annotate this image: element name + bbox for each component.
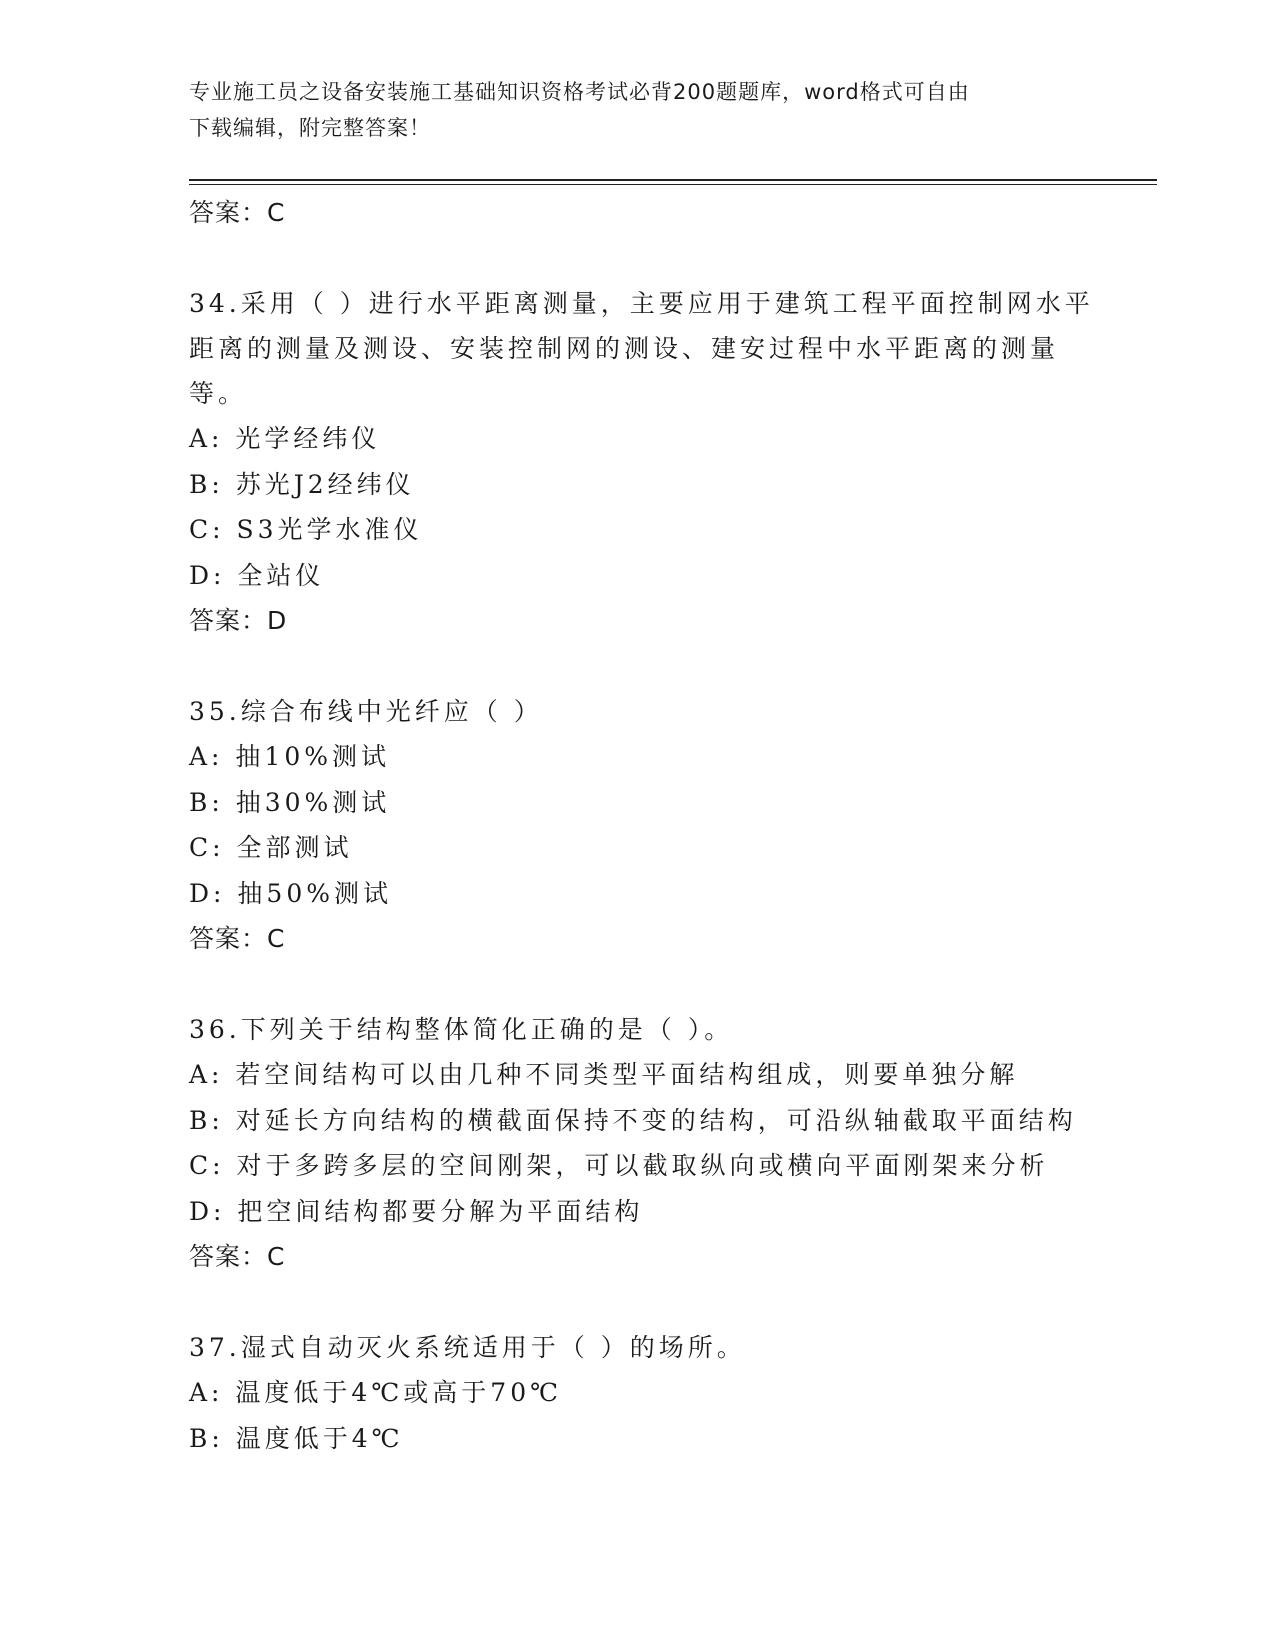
question-block — [189, 281, 1109, 644]
question-text: 37.湿式自动灭火系统适用于（ ）的场所。 — [189, 1333, 746, 1362]
question-block — [189, 1325, 1109, 1461]
question-block — [189, 1007, 1109, 1280]
question-text: 34.采用（ ）进行水平距离测量，主要应用于建筑工程平面控制网水平距离的测量及测设、安装控制网的测设、建安过程中水平距离的测量等。 — [189, 289, 1094, 408]
option-d: D: 抽50%测试 — [189, 878, 392, 908]
option-b: B: 抽30%测试 — [189, 787, 391, 817]
header-divider-thick — [189, 179, 1157, 181]
document-body — [189, 190, 1109, 1461]
question-text: 36.下列关于结构整体简化正确的是（ ）。 — [189, 1015, 734, 1044]
option-a: A: 抽10%测试 — [189, 742, 390, 771]
option-a: A: 若空间结构可以由几种不同类型平面结构组成，则要单独分解 — [189, 1060, 1019, 1089]
question-block — [189, 689, 1109, 962]
answer-line: 答案：D — [189, 606, 288, 635]
question-text: 35.综合布线中光纤应（ ） — [189, 697, 543, 726]
option-a: A: 光学经纬仪 — [189, 424, 381, 453]
option-a: A: 温度低于4℃或高于70℃ — [189, 1378, 563, 1407]
answer-line: 答案：C — [189, 198, 286, 227]
header-line-1: 专业施工员之设备安装施工基础知识资格考试必背200题题库，word格式可自由 — [189, 80, 970, 104]
option-b: B: 对延长方向结构的横截面保持不变的结构，可沿纵轴截取平面结构 — [189, 1105, 1077, 1135]
option-d: D: 把空间结构都要分解为平面结构 — [189, 1196, 644, 1226]
option-c: C: 对于多跨多层的空间刚架，可以截取纵向或横向平面刚架来分析 — [189, 1151, 1049, 1180]
option-b: B: 温度低于4℃ — [189, 1423, 404, 1453]
option-c: C: S3光学水准仪 — [189, 515, 423, 544]
option-d: D: 全站仪 — [189, 560, 325, 590]
option-c: C: 全部测试 — [189, 833, 353, 862]
option-b: B: 苏光J2经纬仪 — [189, 469, 415, 499]
header-divider-thin — [189, 184, 1157, 185]
header-line-2: 下载编辑，附完整答案！ — [189, 116, 431, 140]
answer-line: 答案：C — [189, 1242, 286, 1271]
document-header — [189, 74, 1089, 146]
answer-line: 答案：C — [189, 924, 286, 953]
